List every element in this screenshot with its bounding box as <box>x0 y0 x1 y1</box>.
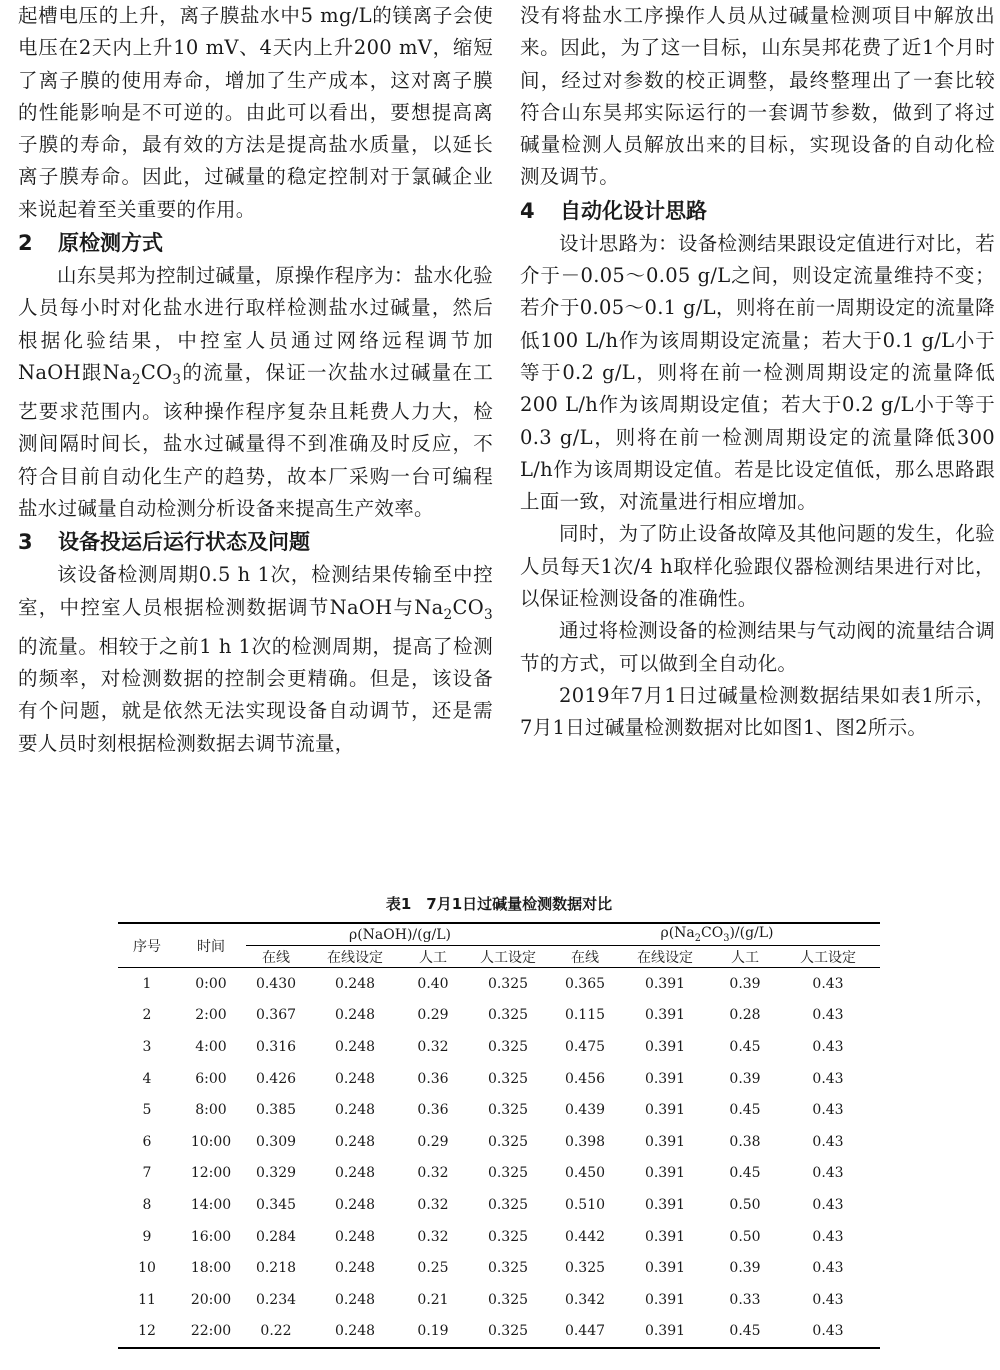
table-cell: 0.325 <box>487 1228 529 1245</box>
table-cell: 0.32 <box>417 1228 449 1245</box>
table-cell: 14:00 <box>190 1196 232 1213</box>
section-3-subscript-2: 3 <box>484 606 493 623</box>
section-3-number: 3 <box>18 530 33 555</box>
table-cell: 0.316 <box>255 1038 297 1055</box>
table-cell: 0.19 <box>404 1316 462 1349</box>
table-body <box>118 968 880 1349</box>
data-table-block <box>118 893 880 1349</box>
table-cell: 0.248 <box>334 1102 376 1119</box>
table-cell: 0.365 <box>564 975 606 992</box>
table-cell: 0.456 <box>564 1070 606 1087</box>
table-row <box>118 968 880 1000</box>
table-cell: 0.325 <box>487 1260 529 1277</box>
table-cell: 0.284 <box>255 1228 297 1245</box>
table-row <box>118 1063 880 1095</box>
table-cell: 0.115 <box>564 1007 606 1024</box>
table-row <box>118 1094 880 1126</box>
table-cell: 0.391 <box>644 1038 686 1055</box>
right-paragraph-5: 2019年7月1日过碱量检测数据结果如表1所示，7月1日过碱量检测数据对比如图1、图2所示。 <box>520 683 995 740</box>
table-cell: 0.391 <box>644 1228 686 1245</box>
table-cell: 0.43 <box>812 1165 844 1182</box>
table-cell: 0.21 <box>417 1291 449 1308</box>
table-cell: 0.325 <box>487 1133 529 1150</box>
table-cell: 0.325 <box>487 1291 529 1308</box>
section-3-text-a: 该设备检测周期0.5 h 1次，检测结果传输至中控室，中控室人员根据检测数据调节NaOH与Na <box>18 563 493 619</box>
section-2-text-c: 的流量，保证一次盐水过碱量在工艺要求范围内。该种操作程序复杂且耗费人力大，检测间隔时间长，盐水过碱量得不到准确及时反应，不符合目前自动化生产的趋势，故本厂采购一台可编程盐水过碱量自动检测分析设备来提高生产效率。 <box>18 360 493 521</box>
subheader-cell: 在线设定 <box>306 946 404 968</box>
table-cell: 0.43 <box>812 975 844 992</box>
table-cell: 0.248 <box>334 1007 376 1024</box>
table-cell: 0.234 <box>255 1291 297 1308</box>
table-cell: 0.430 <box>255 975 297 992</box>
subheader-cell: 人工设定 <box>776 946 880 968</box>
section-3-title: 设备投运后运行状态及问题 <box>58 530 310 555</box>
table-cell: 16:00 <box>190 1228 232 1245</box>
table-row <box>118 1031 880 1063</box>
right-column <box>520 0 995 745</box>
table-cell: 0.45 <box>729 1102 761 1119</box>
section-3-subscript: 2 <box>443 606 453 623</box>
header-naoh-group: ρ(NaOH)/(g/L) <box>246 923 554 946</box>
table-cell: 0.43 <box>776 1316 880 1349</box>
section-4-title: 自动化设计思路 <box>560 198 707 223</box>
table-cell: 0.43 <box>812 1038 844 1055</box>
table-cell: 0.325 <box>462 1316 554 1349</box>
table-cell: 6:00 <box>195 1070 227 1087</box>
na2co3-text-c: )/(g/L) <box>729 925 774 942</box>
table-cell: 0.28 <box>729 1007 761 1024</box>
section-3-text-c: 的流量。相较于之前1 h 1次的检测周期，提高了检测的频率，对检测数据的控制会更精确。但是，该设备有个问题，就是依然无法实现设备自动调节，还是需要人员时刻根据检测数据去调节流量， <box>18 634 493 755</box>
table-cell: 0.43 <box>812 1133 844 1150</box>
table-cell: 12:00 <box>190 1165 232 1182</box>
table-cell: 0.25 <box>417 1260 449 1277</box>
table-cell: 0.385 <box>255 1102 297 1119</box>
right-paragraph-4: 通过将检测设备的检测结果与气动阀的流量结合调节的方式，可以做到全自动化。 <box>520 619 995 675</box>
subheader-cell: 在线设定 <box>616 946 714 968</box>
left-column <box>18 0 493 760</box>
table-cell: 0.33 <box>729 1291 761 1308</box>
table-cell: 0.45 <box>714 1316 776 1349</box>
table-cell: 0.43 <box>812 1291 844 1308</box>
header-na2co3-group <box>554 923 880 946</box>
table-cell: 0.442 <box>564 1228 606 1245</box>
table-cell: 12 <box>118 1316 176 1349</box>
table-cell: 2 <box>142 1007 152 1024</box>
table-cell: 9 <box>142 1228 152 1245</box>
table-cell: 0.391 <box>644 1102 686 1119</box>
table-cell: 0.439 <box>564 1102 606 1119</box>
section-3-heading <box>18 525 493 559</box>
table-cell: 0.325 <box>487 1165 529 1182</box>
table-cell: 0.29 <box>417 1007 449 1024</box>
table-header-row <box>118 923 880 946</box>
table-cell: 0.45 <box>729 1038 761 1055</box>
table-row <box>118 1252 880 1284</box>
table-cell: 0.50 <box>729 1228 761 1245</box>
table-cell: 0.248 <box>334 1070 376 1087</box>
table-cell: 4 <box>142 1070 152 1087</box>
table-cell: 0.248 <box>334 1260 376 1277</box>
table-cell: 0.248 <box>334 975 376 992</box>
section-2-number: 2 <box>18 231 33 256</box>
table-row <box>118 1000 880 1032</box>
table-cell: 0.29 <box>417 1133 449 1150</box>
table-cell: 8 <box>142 1196 152 1213</box>
table-cell: 0.40 <box>417 975 449 992</box>
table-cell: 0.391 <box>644 1196 686 1213</box>
table-cell: 0.32 <box>417 1196 449 1213</box>
table-row <box>118 1221 880 1253</box>
table-cell: 3 <box>142 1038 152 1055</box>
na2co3-text-a: ρ(Na <box>660 925 695 942</box>
table-cell: 5 <box>142 1102 152 1119</box>
table-cell: 0:00 <box>195 975 227 992</box>
table-cell: 0.325 <box>487 1102 529 1119</box>
table-cell: 22:00 <box>176 1316 246 1349</box>
section-3-paragraph <box>18 559 493 760</box>
header-seq: 序号 <box>118 923 176 968</box>
section-2-subscript-2: 3 <box>172 371 182 388</box>
right-paragraph-1: 没有将盐水工序操作人员从过碱量检测项目中解放出来。因此，为了这一目标，山东昊邦花费了近1个月时间，经过对参数的校正调整，最终整理出了一套比较符合山东昊邦实际运行的一套调节参数，做到了将过碱量检测人员解放出来的目标，实现设备的自动化检测及调节。 <box>520 4 995 189</box>
table-cell: 0.248 <box>306 1316 404 1349</box>
table-cell: 0.342 <box>564 1291 606 1308</box>
section-4-heading <box>520 194 995 228</box>
table-cell: 0.391 <box>616 1316 714 1349</box>
table-cell: 0.248 <box>334 1291 376 1308</box>
subheader-cell: 人工 <box>714 946 776 968</box>
table-cell: 0.391 <box>644 1007 686 1024</box>
table-cell: 0.398 <box>564 1133 606 1150</box>
table-cell: 0.391 <box>644 1291 686 1308</box>
table-cell: 7 <box>142 1165 152 1182</box>
right-paragraph-3: 同时，为了防止设备故障及其他问题的发生，化验人员每天1次/4 h取样化验跟仪器检测结果进行对比，以保证检测设备的准确性。 <box>520 522 995 611</box>
table-cell: 0.43 <box>812 1196 844 1213</box>
table-cell: 0.38 <box>729 1133 761 1150</box>
table-row <box>118 1126 880 1158</box>
table-cell: 0.325 <box>487 1070 529 1087</box>
na2co3-sub: 2 <box>694 932 701 944</box>
table-cell: 2:00 <box>195 1007 227 1024</box>
table-cell: 0.426 <box>255 1070 297 1087</box>
table-cell: 0.391 <box>644 975 686 992</box>
section-2-subscript: 2 <box>131 371 141 388</box>
na2co3-sub-2: 3 <box>723 932 730 944</box>
table-cell: 0.391 <box>644 1070 686 1087</box>
table-cell: 20:00 <box>190 1291 232 1308</box>
table-cell: 4:00 <box>195 1038 227 1055</box>
table-cell: 0.367 <box>255 1007 297 1024</box>
section-2-heading <box>18 226 493 260</box>
table-cell: 0.39 <box>729 975 761 992</box>
table-cell: 10 <box>138 1260 156 1277</box>
table-cell: 0.391 <box>644 1260 686 1277</box>
table-cell: 8:00 <box>195 1102 227 1119</box>
table-cell: 0.248 <box>334 1133 376 1150</box>
table-row <box>118 1158 880 1190</box>
table-row <box>118 1284 880 1316</box>
table-cell: 0.248 <box>334 1196 376 1213</box>
header-time: 时间 <box>176 923 246 968</box>
table-cell: 0.325 <box>564 1260 606 1277</box>
table-cell: 0.43 <box>812 1007 844 1024</box>
table-cell: 0.50 <box>729 1196 761 1213</box>
section-2-text-b: CO <box>140 360 173 384</box>
table-cell: 0.43 <box>812 1102 844 1119</box>
data-table <box>118 922 880 1349</box>
table-cell: 0.325 <box>487 1007 529 1024</box>
table-cell: 0.475 <box>564 1038 606 1055</box>
table-cell: 0.325 <box>487 1038 529 1055</box>
section-3-text-b: CO <box>452 595 485 619</box>
section-2-paragraph <box>18 260 493 525</box>
table-cell: 0.45 <box>729 1165 761 1182</box>
table-cell: 0.39 <box>729 1260 761 1277</box>
right-paragraph-2: 设计思路为：设备检测结果跟设定值进行对比，若介于－0.05～0.05 g/L之间，则设定流量维持不变；若介于0.05～0.1 g/L，则将在前一周期设定的流量降低100 L/h作为该周期设定流量；若大于0.1 g/L小于等于0.2 g/L，则将在前一检测周期设定的流量降低200 L/h作为该周期设定值；若大于0.2 g/L小于等于0.3 g/L，则将在前一检测周期设定的流量降低300 L/h作为该周期设定值。若是比设定值低，那么思路跟上面一致，对流量进行相应增加。 <box>520 231 995 514</box>
table-cell: 0.22 <box>246 1316 306 1349</box>
table-cell: 0.248 <box>334 1228 376 1245</box>
table-cell: 0.32 <box>417 1165 449 1182</box>
table-cell: 0.391 <box>644 1133 686 1150</box>
section-2-text-a: 山东昊邦为控制过碱量，原操作程序为：盐水化验人员每小时对化盐水进行取样检测盐水过碱量，然后根据化验结果，中控室人员通过网络远程调节加NaOH跟Na <box>18 264 493 384</box>
table-row <box>118 1189 880 1221</box>
table-cell: 0.36 <box>417 1102 449 1119</box>
table-cell: 0.329 <box>255 1165 297 1182</box>
table-row <box>118 1316 880 1349</box>
table-cell: 0.309 <box>255 1133 297 1150</box>
table-cell: 6 <box>142 1133 152 1150</box>
table-cell: 0.325 <box>487 1196 529 1213</box>
section-2-title: 原检测方式 <box>58 231 163 256</box>
table-cell: 0.43 <box>812 1070 844 1087</box>
table-cell: 0.248 <box>334 1165 376 1182</box>
table-cell: 0.447 <box>554 1316 616 1349</box>
table-cell: 0.32 <box>417 1038 449 1055</box>
table-cell: 0.248 <box>334 1038 376 1055</box>
table-cell: 0.450 <box>564 1165 606 1182</box>
table-cell: 18:00 <box>190 1260 232 1277</box>
table-cell: 11 <box>138 1291 156 1308</box>
subheader-cell: 在线 <box>554 946 616 968</box>
subheader-cell: 在线 <box>246 946 306 968</box>
table-cell: 0.43 <box>812 1228 844 1245</box>
table-cell: 0.218 <box>255 1260 297 1277</box>
subheader-cell: 人工 <box>404 946 462 968</box>
table-caption: 表1 7月1日过碱量检测数据对比 <box>385 895 613 913</box>
na2co3-text-b: CO <box>701 925 724 942</box>
table-cell: 0.36 <box>417 1070 449 1087</box>
table-cell: 10:00 <box>190 1133 232 1150</box>
table-cell: 0.325 <box>487 975 529 992</box>
table-cell: 0.43 <box>812 1260 844 1277</box>
table-cell: 0.510 <box>564 1196 606 1213</box>
table-cell: 0.345 <box>255 1196 297 1213</box>
subheader-cell: 人工设定 <box>462 946 554 968</box>
table-cell: 1 <box>142 975 152 992</box>
section-4-number: 4 <box>520 198 535 223</box>
table-cell: 0.39 <box>729 1070 761 1087</box>
table-cell: 0.391 <box>644 1165 686 1182</box>
intro-paragraph: 起槽电压的上升，离子膜盐水中5 mg/L的镁离子会使电压在2天内上升10 mV、4天内上升200 mV，缩短了离子膜的使用寿命，增加了生产成本，这对离子膜的性能影响是不可逆的。由此可以看出，要想提高离子膜的寿命，最有效的方法是提高盐水质量，以延长离子膜寿命。因此，过碱量的稳定控制对于氯碱企业来说起着至关重要的作用。 <box>18 4 493 221</box>
